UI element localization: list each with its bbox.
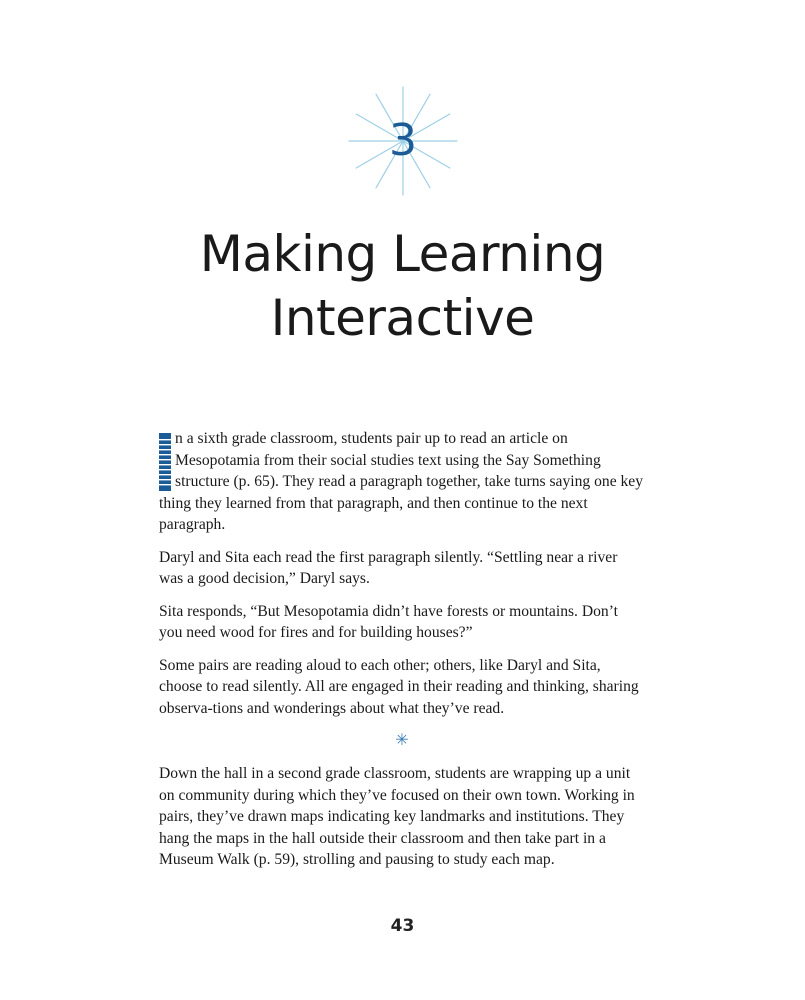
body-text — [159, 428, 645, 882]
chapter-mark — [347, 85, 459, 197]
chapter-title — [100, 222, 705, 350]
chapter-number: 3 — [389, 115, 417, 166]
paragraph-1 — [159, 428, 645, 536]
drop-cap-i-icon — [159, 433, 171, 491]
paragraph-4: Some pairs are reading aloud to each other; others, like Daryl and Sita, choose to read silently. All are engaged in their reading and thinking, sharing observa-tions and wonderings about what they’ve read. — [159, 656, 639, 717]
paragraph-1-text: n a sixth grade classroom, students pair up to read an article on Mesopotamia from their social studies text using the Say Something structure (p. 65). They read a paragraph together, take turns saying one key thing they learned from that paragraph, and then continue to the next paragraph. — [159, 430, 644, 533]
page-number: 43 — [390, 916, 415, 936]
paragraph-2: Daryl and Sita each read the first paragraph silently. “Settling near a river was a good decision,” Daryl says. — [159, 548, 618, 587]
asterisk-ornament-icon: ✳ — [395, 730, 409, 749]
chapter-title-line-1: Making Learning — [199, 225, 606, 283]
chapter-title-line-2: Interactive — [270, 289, 535, 347]
paragraph-5: Down the hall in a second grade classroom, students are wrapping up a unit on community during which they’ve focused on their own town. Working in pairs, they’ve drawn maps indicating key landmarks and institutions. They hang the maps in the hall outside their classroom and then take part in a Museum Walk (p. 59), strolling and pausing to study each map. — [159, 765, 635, 868]
paragraph-3: Sita responds, “But Mesopotamia didn’t have forests or mountains. Don’t you need wood for fires and for building houses?” — [159, 602, 618, 641]
drop-cap — [159, 433, 171, 491]
